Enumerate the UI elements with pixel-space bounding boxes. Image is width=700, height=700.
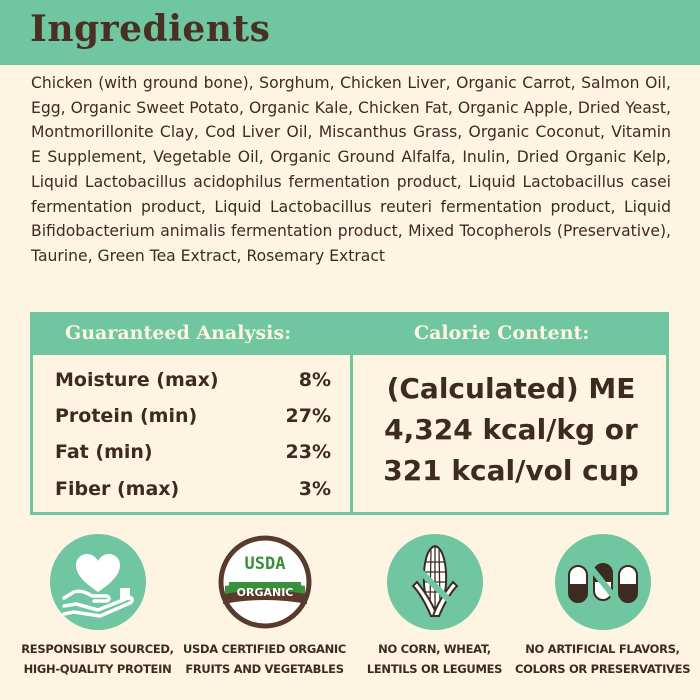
caption-line: COLORS OR PRESERVATIVES [515,662,691,676]
ingredients-list: Chicken (with ground bone), Sorghum, Chicken Liver, Organic Carrot, Salmon Oil, Egg, Organic Sweet Potato, Organic Kale, Chicken Fat, Organic Apple, Dried Yeast, Montmorillonite Clay, Cod Liver Oil, Miscanthus Grass, Organic Coconut, Vitamin E Supplement, Vegetable Oil, Organic Ground Alfalfa, Inulin, Dried Organic Kelp, Liquid Lactobacillus acidophilus fermentation product, Liquid Lactobacillus casei fermentation product, Liquid Lactobacillus reuteri fermentation product, Liquid Bifidobacterium animalis fermentation product, Mixed Tocopherols (Preservative), Taurine, Green Tea Extract, Rosemary Extract [31,74,671,265]
analysis-value: 3% [298,478,331,500]
badge-caption [177,639,352,679]
caption-line: NO CORN, WHEAT, [378,642,491,656]
caption-line: RESPONSIBLY SOURCED, [21,642,174,656]
organic-seal-text: ORGANIC [236,586,294,599]
header-bar [0,0,700,65]
usda-organic-seal-icon [217,534,313,630]
analysis-row-fiber [55,478,331,508]
analysis-label: Moisture (max) [55,369,219,391]
page-title: Ingredients [30,8,271,50]
badge-caption [515,639,690,679]
heart-hand-badge [50,534,146,630]
analysis-row-moisture [55,369,331,399]
caption-line: USDA CERTIFIED ORGANIC [182,642,347,656]
calorie-content-title: Calorie Content: [414,322,590,344]
badge-caption [10,639,185,679]
calorie-line: 4,324 kcal/kg or [384,413,638,446]
heart-hand-icon [50,534,146,630]
analysis-value: 27% [285,405,331,427]
analysis-label: Fiber (max) [55,478,180,500]
no-artificial-badge [555,534,651,630]
nutrition-panel [30,312,669,515]
analysis-value: 23% [285,441,331,463]
calorie-content [353,368,669,491]
caption-line: NO ARTIFICIAL FLAVORS, [525,642,680,656]
analysis-label: Protein (min) [55,405,198,427]
calorie-line: 321 kcal/vol cup [383,454,639,487]
analysis-label: Fat (min) [55,441,153,463]
calorie-line: (Calculated) ME [386,372,636,405]
analysis-value: 8% [298,369,331,391]
caption-line: FRUITS AND VEGETABLES [185,662,344,676]
caption-line: HIGH-QUALITY PROTEIN [23,662,172,676]
analysis-row-fat [55,441,331,471]
caption-line: LENTILS OR LEGUMES [366,662,503,676]
no-capsules-icon [555,534,651,630]
usda-seal-text: USDA [244,554,286,574]
badge-caption [347,639,522,679]
analysis-row-protein [55,405,331,435]
no-corn-icon [387,534,483,630]
no-corn-badge [387,534,483,630]
guaranteed-analysis-title: Guaranteed Analysis: [65,322,292,344]
